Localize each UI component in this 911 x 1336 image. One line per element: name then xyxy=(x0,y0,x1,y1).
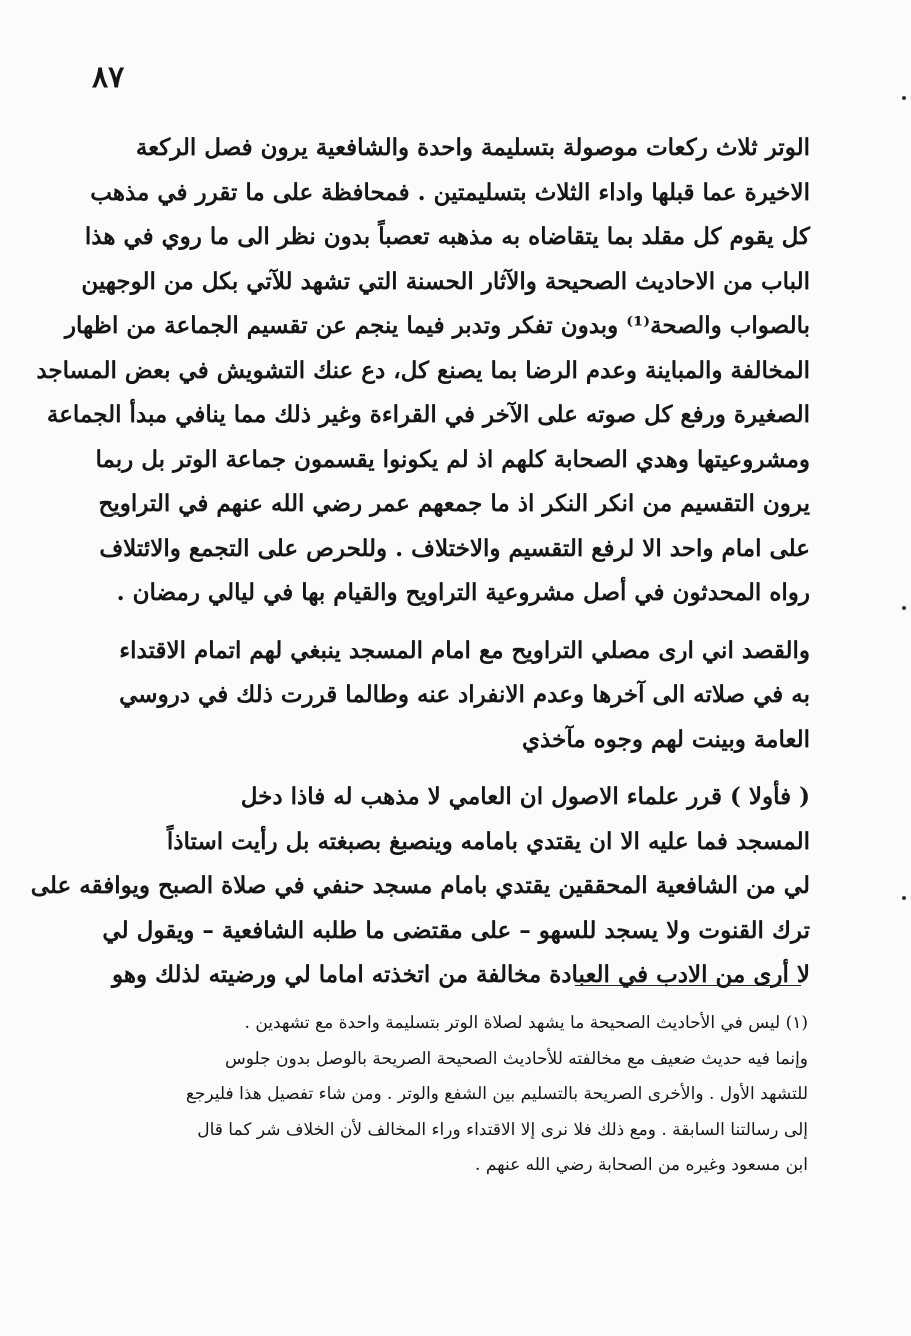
paragraph-gap xyxy=(90,616,810,629)
text-line: على امام واحد الا لرفع التقسيم والاختلاف . وللحرص على التجمع والائتلاف xyxy=(99,534,810,562)
paragraph-gap xyxy=(90,762,810,775)
text-line: العامة وبينت لهم وجوه مآخذي xyxy=(522,725,810,753)
text-line: لي من الشافعية المحققين يقتدي بامام مسجد حنفي في صلاة الصبح ويوافقه على xyxy=(30,872,810,899)
scan-speck xyxy=(902,96,906,100)
text-line: المسجد فما عليه الا ان يقتدي بامامه وينصبغ بصبغته بل رأيت استاذاً xyxy=(166,827,810,855)
text-line: الصغيرة ورفع كل صوته على الآخر في القراءة وغير ذلك مما ينافي مبدأ الجماعة xyxy=(46,401,810,428)
text-line: لا أرى من الادب في العبادة مخالفة من اتخذته اماما لي ورضيته لذلك وهو xyxy=(111,961,810,988)
text-line: والقصد اني ارى مصلي التراويح مع امام المسجد ينبغي لهم اتمام الاقتداء xyxy=(119,636,810,664)
text-line: بالصواب والصحة⁽¹⁾ وبدون تفكر وتدبر فيما ينجم عن تقسيم الجماعة من اظهار xyxy=(64,312,810,339)
text-line: ترك القنوت ولا يسجد للسهو – على مقتضى ما طلبه الشافعية – ويقول لي xyxy=(102,916,810,944)
text-line: ومشروعيتها وهدي الصحابة كلهم اذ لم يكونوا يقسمون جماعة الوتر بل ربما xyxy=(95,445,810,473)
footnote-separator xyxy=(575,985,801,986)
text-line: ( فأولا ) قرر علماء الاصول ان العامي لا مذهب له فاذا دخل xyxy=(240,783,810,810)
footnote-line: وإنما فيه حديث ضعيف مع مخالفته للأحاديث الصحيحة الصريحة بالوصل بدون جلوس xyxy=(224,1048,808,1069)
text-line: الاخيرة عما قبلها واداء الثلاث بتسليمتين . فمحافظة على ما تقرر في مذهب xyxy=(90,178,810,206)
text-line: رواه المحدثون في أصل مشروعية التراويح والقيام بها في ليالي رمضان . xyxy=(116,579,810,606)
text-line: المخالفة والمباينة وعدم الرضا بما يصنع كل، دع عنك التشويش في بعض المساجد xyxy=(36,356,810,384)
paragraph-1 xyxy=(36,126,810,616)
footnote-line: للتشهد الأول . والأخرى الصريحة بالتسليم بين الشفع والوتر . ومن شاء تفصيل هذا فليرجع xyxy=(185,1084,808,1104)
scan-speck xyxy=(902,606,906,610)
scan-speck xyxy=(902,896,906,900)
text-line: الباب من الاحاديث الصحيحة والآثار الحسنة التي تشهد للآتي بكل من الوجهين xyxy=(81,267,810,295)
footnote-line: إلى رسالتنا السابقة . ومع ذلك فلا نرى إلا الاقتداء وراء المخالف لأن الخلاف شر كما قال xyxy=(197,1119,808,1140)
text-line: كل يقوم كل مقلد بما يتقاضاه به مذهبه تعصباً بدون نظر الى ما روي في هذا xyxy=(84,223,810,250)
paragraph-2 xyxy=(90,629,810,763)
text-line: يرون التقسيم من انكر النكر اذ ما جمعهم عمر رضي الله عنهم في التراويح xyxy=(98,490,810,517)
page-number: ٨٧ xyxy=(92,60,125,95)
footnote-line: ابن مسعود وغيره من الصحابة رضي الله عنهم . xyxy=(475,1155,808,1175)
paragraph-3 xyxy=(30,775,810,998)
text-line: به في صلاته الى آخرها وعدم الانفراد عنه وطالما قررت ذلك في دروسي xyxy=(119,681,810,708)
footnote-line: (١) ليس في الأحاديث الصحيحة ما يشهد لصلاة الوتر بتسليمة واحدة مع تشهدين . xyxy=(244,1013,808,1033)
body-text xyxy=(30,126,810,998)
text-line: الوتر ثلاث ركعات موصولة بتسليمة واحدة والشافعية يرون فصل الركعة xyxy=(135,134,810,161)
footnotes xyxy=(92,1006,808,1184)
